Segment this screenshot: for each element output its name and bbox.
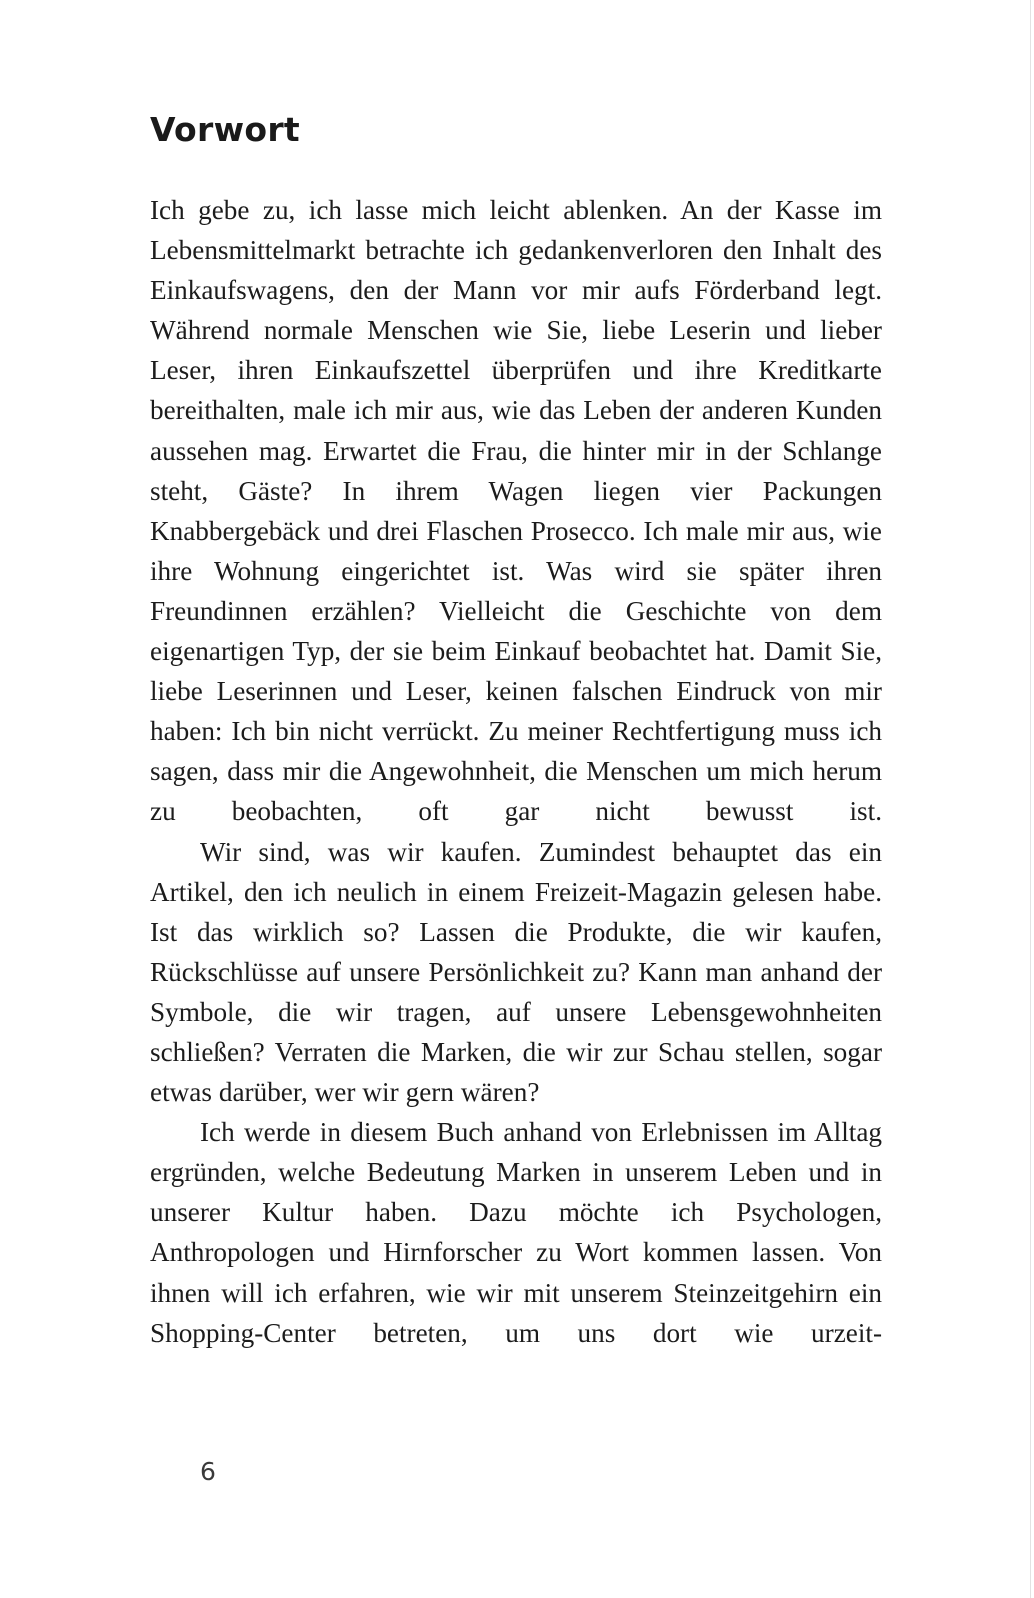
- page-edge-rule: [1030, 0, 1031, 1598]
- paragraph: Ich werde in diesem Buch anhand von Erlebnissen im Alltag ergründen, welche Bedeutung Marken in unserem Leben und in unserer Kultur haben. Dazu möchte ich Psychologen, Anthropologen und Hirnforscher zu Wort kommen lassen. Von ihnen will ich erfahren, wie wir mit unserem Steinzeitgehirn ein Shopping-Center betreten, um uns dort wie urzeit-: [150, 1117, 882, 1348]
- page-number: 6: [200, 1457, 216, 1486]
- page-title: Vorwort: [150, 110, 300, 149]
- body-text: [150, 190, 882, 1353]
- paragraph: Ich gebe zu, ich lasse mich leicht ablenken. An der Kasse im Lebensmittelmarkt betrachte ich gedankenverloren den Inhalt des Einkaufswagens, den der Mann vor mir aufs Förderband legt. Während normale Menschen wie Sie, liebe Leserin und lieber Leser, ihren Einkaufszettel überprüfen und ihre Kreditkarte bereithalten, male ich mir aus, wie das Leben der anderen Kunden aussehen mag. Erwartet die Frau, die hinter mir in der Schlange steht, Gäste? In ihrem Wagen liegen vier Packungen Knabbergebäck und drei Flaschen Prosecco. Ich male mir aus, wie ihre Wohnung eingerichtet ist. Was wird sie später ihren Freundinnen erzählen? Vielleicht die Geschichte von dem eigenartigen Typ, der sie beim Einkauf beobachtet hat. Damit Sie, liebe Leserinnen und Leser, keinen falschen Eindruck von mir haben: Ich bin nicht verrückt. Zu meiner Rechtfertigung muss ich sagen, dass mir die Angewohnheit, die Menschen um mich herum zu beobachten, oft gar nicht bewusst ist.: [150, 195, 882, 827]
- paragraph: Wir sind, was wir kaufen. Zumindest behauptet das ein Artikel, den ich neulich in einem Freizeit-Magazin gelesen habe. Ist das wirklich so? Lassen die Produkte, die wir kaufen, Rückschlüsse auf unsere Persönlichkeit zu? Kann man anhand der Symbole, die wir tragen, auf unsere Lebensgewohnheiten schließen? Verraten die Marken, die wir zur Schau stellen, sogar etwas darüber, wer wir gern wären?: [150, 836, 882, 1108]
